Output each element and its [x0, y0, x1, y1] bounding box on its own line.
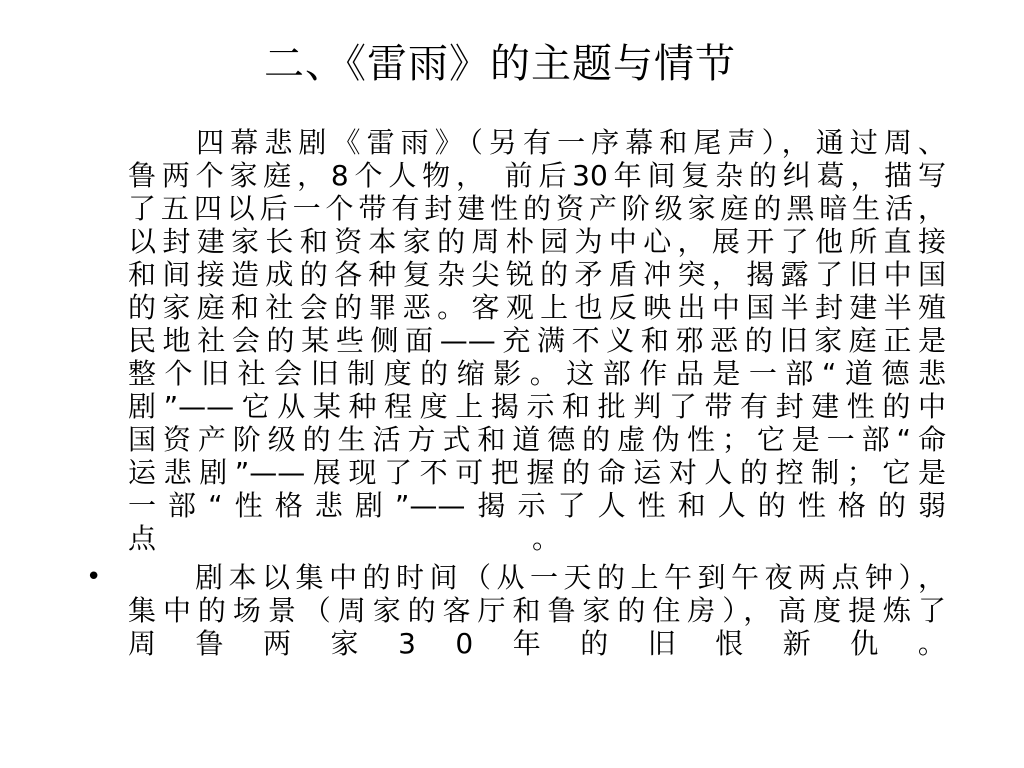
text-line: 和间接造成的各种复杂尖锐的矛盾冲突，揭露了旧中国 [128, 258, 946, 291]
text-line: 以封建家长和资本家的周朴园为中心，展开了他所直接 [128, 225, 946, 258]
bullet-marker: • [86, 562, 102, 592]
text-line-last [128, 522, 946, 555]
text-line: 国资产阶级的生活方式和道德的虚伪性；它是一部“命 [128, 423, 946, 456]
slide-body [86, 126, 946, 660]
slide-title: 二、《雷雨》的主题与情节 [264, 41, 736, 87]
text-line: 剧本以集中的时间（从一天的上午到午夜两点钟）， [128, 561, 946, 594]
text-line: 鲁两个家庭，8个人物， 前后30年间复杂的纠葛，描写 [128, 159, 946, 192]
text-line: 民地社会的某些侧面——充满不义和邪恶的旧家庭正是 [128, 324, 946, 357]
text-line: 集中的场景（周家的客厅和鲁家的住房），高度提炼了 [128, 594, 946, 627]
last-word: 点 [128, 522, 157, 555]
text-line: 了五四以后一个带有封建性的资产阶级家庭的黑暗生活， [128, 192, 946, 225]
paragraph-intro [128, 126, 946, 555]
paragraph-bullet [86, 561, 946, 660]
text-line: 剧”——它从某种程度上揭示和批判了带有封建性的中 [128, 390, 946, 423]
text-line: 运悲剧”——展现了不可把握的命运对人的控制；它是 [128, 456, 946, 489]
text-line: 四幕悲剧《雷雨》（另有一序幕和尾声），通过周、 [128, 126, 946, 159]
text-line: 一部“性格悲剧”——揭示了人性和人的性格的弱 [128, 489, 946, 522]
text-line: 整个旧社会旧制度的缩影。这部作品是一部“道德悲 [128, 357, 946, 390]
trailing-period: 。 [532, 522, 561, 555]
text-line-spread: 周 鲁 两 家 3 0 年 的 旧 恨 新 仇 。 [128, 627, 946, 660]
text-line: 的家庭和社会的罪恶。客观上也反映出中国半封建半殖 [128, 291, 946, 324]
